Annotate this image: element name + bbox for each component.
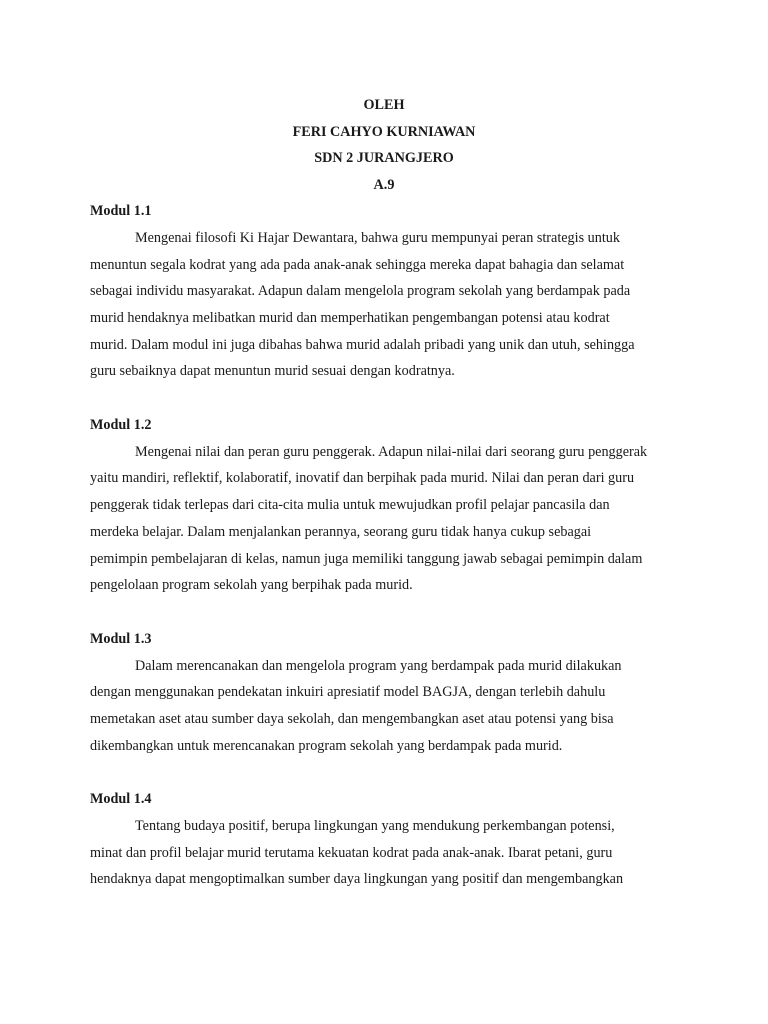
section-title: Modul 1.4 [90, 791, 152, 808]
section-modul-1-4 [90, 786, 672, 893]
paragraph-line: dikembangkan untuk merencanakan program sekolah yang berdampak pada murid. [90, 737, 563, 754]
paragraph-line: minat dan profil belajar murid terutama kekuatan kodrat pada anak-anak. Ibarat petani, guru [90, 844, 613, 861]
section-modul-1-2 [90, 412, 672, 599]
section-title: Modul 1.3 [90, 631, 152, 647]
author-name: FERI CAHYO KURNIAWAN [292, 123, 476, 140]
paragraph-line: Tentang budaya positif, berupa lingkungan yang mendukung perkembangan potensi, [135, 818, 615, 834]
paragraph-line: murid. Dalam modul ini juga dibahas bahwa murid adalah pribadi yang unik dan utuh, sehingga [90, 336, 635, 353]
section-title: Modul 1.1 [90, 203, 152, 220]
section-modul-1-1 [90, 198, 672, 385]
paragraph-line: guru sebaiknya dapat menuntun murid sesuai dengan kodratnya. [90, 363, 455, 380]
paragraph-line: menuntun segala kodrat yang ada pada anak-anak sehingga mereka dapat bahagia dan selamat [90, 256, 625, 273]
paragraph-line: yaitu mandiri, reflektif, kolaboratif, inovatif dan berpihak pada murid. Nilai dan peran dari guru [90, 470, 635, 487]
paragraph-line: Mengenai filosofi Ki Hajar Dewantara, bahwa guru mempunyai peran strategis untuk [135, 229, 620, 246]
paragraph-line: dengan menggunakan pendekatan inkuiri apresiatif model BAGJA, dengan terlebih dahulu [90, 684, 606, 701]
paragraph-line: memetakan aset atau sumber daya sekolah, dan mengembangkan aset atau potensi yang bisa [90, 711, 614, 727]
header-oleh: OLEH [363, 97, 405, 113]
section-modul-1-3 [90, 626, 672, 759]
section-paragraph [90, 439, 672, 599]
paragraph-line: Dalam merencanakan dan mengelola program yang berdampak pada murid dilakukan [135, 657, 622, 674]
paragraph-line: sebagai individu masyarakat. Adapun dalam mengelola program sekolah yang berdampak pada [90, 283, 631, 300]
document-header [90, 92, 672, 198]
paragraph-line: hendaknya dapat mengoptimalkan sumber daya lingkungan yang positif dan mengembangkan [90, 871, 624, 888]
section-title: Modul 1.2 [90, 417, 152, 434]
paragraph-line: murid hendaknya melibatkan murid dan memperhatikan pengembangan potensi atau kodrat [90, 310, 610, 327]
paragraph-line: pengelolaan program sekolah yang berpihak pada murid. [90, 577, 413, 594]
class-code: A.9 [373, 176, 395, 193]
section-paragraph [90, 225, 672, 385]
section-paragraph [90, 813, 672, 893]
paragraph-line: penggerak tidak terlepas dari cita-cita mulia untuk mewujudkan profil pelajar pancasila dan [90, 497, 610, 514]
paragraph-line: merdeka belajar. Dalam menjalankan perannya, seorang guru tidak hanya cukup sebagai [90, 523, 592, 540]
school-name: SDN 2 JURANGJERO [314, 150, 454, 167]
paragraph-line: Mengenai nilai dan peran guru penggerak. Adapun nilai-nilai dari seorang guru penggerak [135, 443, 648, 460]
section-paragraph [90, 653, 672, 760]
paragraph-line: pemimpin pembelajaran di kelas, namun juga memiliki tanggung jawab sebagai pemimpin dalam [90, 550, 643, 567]
